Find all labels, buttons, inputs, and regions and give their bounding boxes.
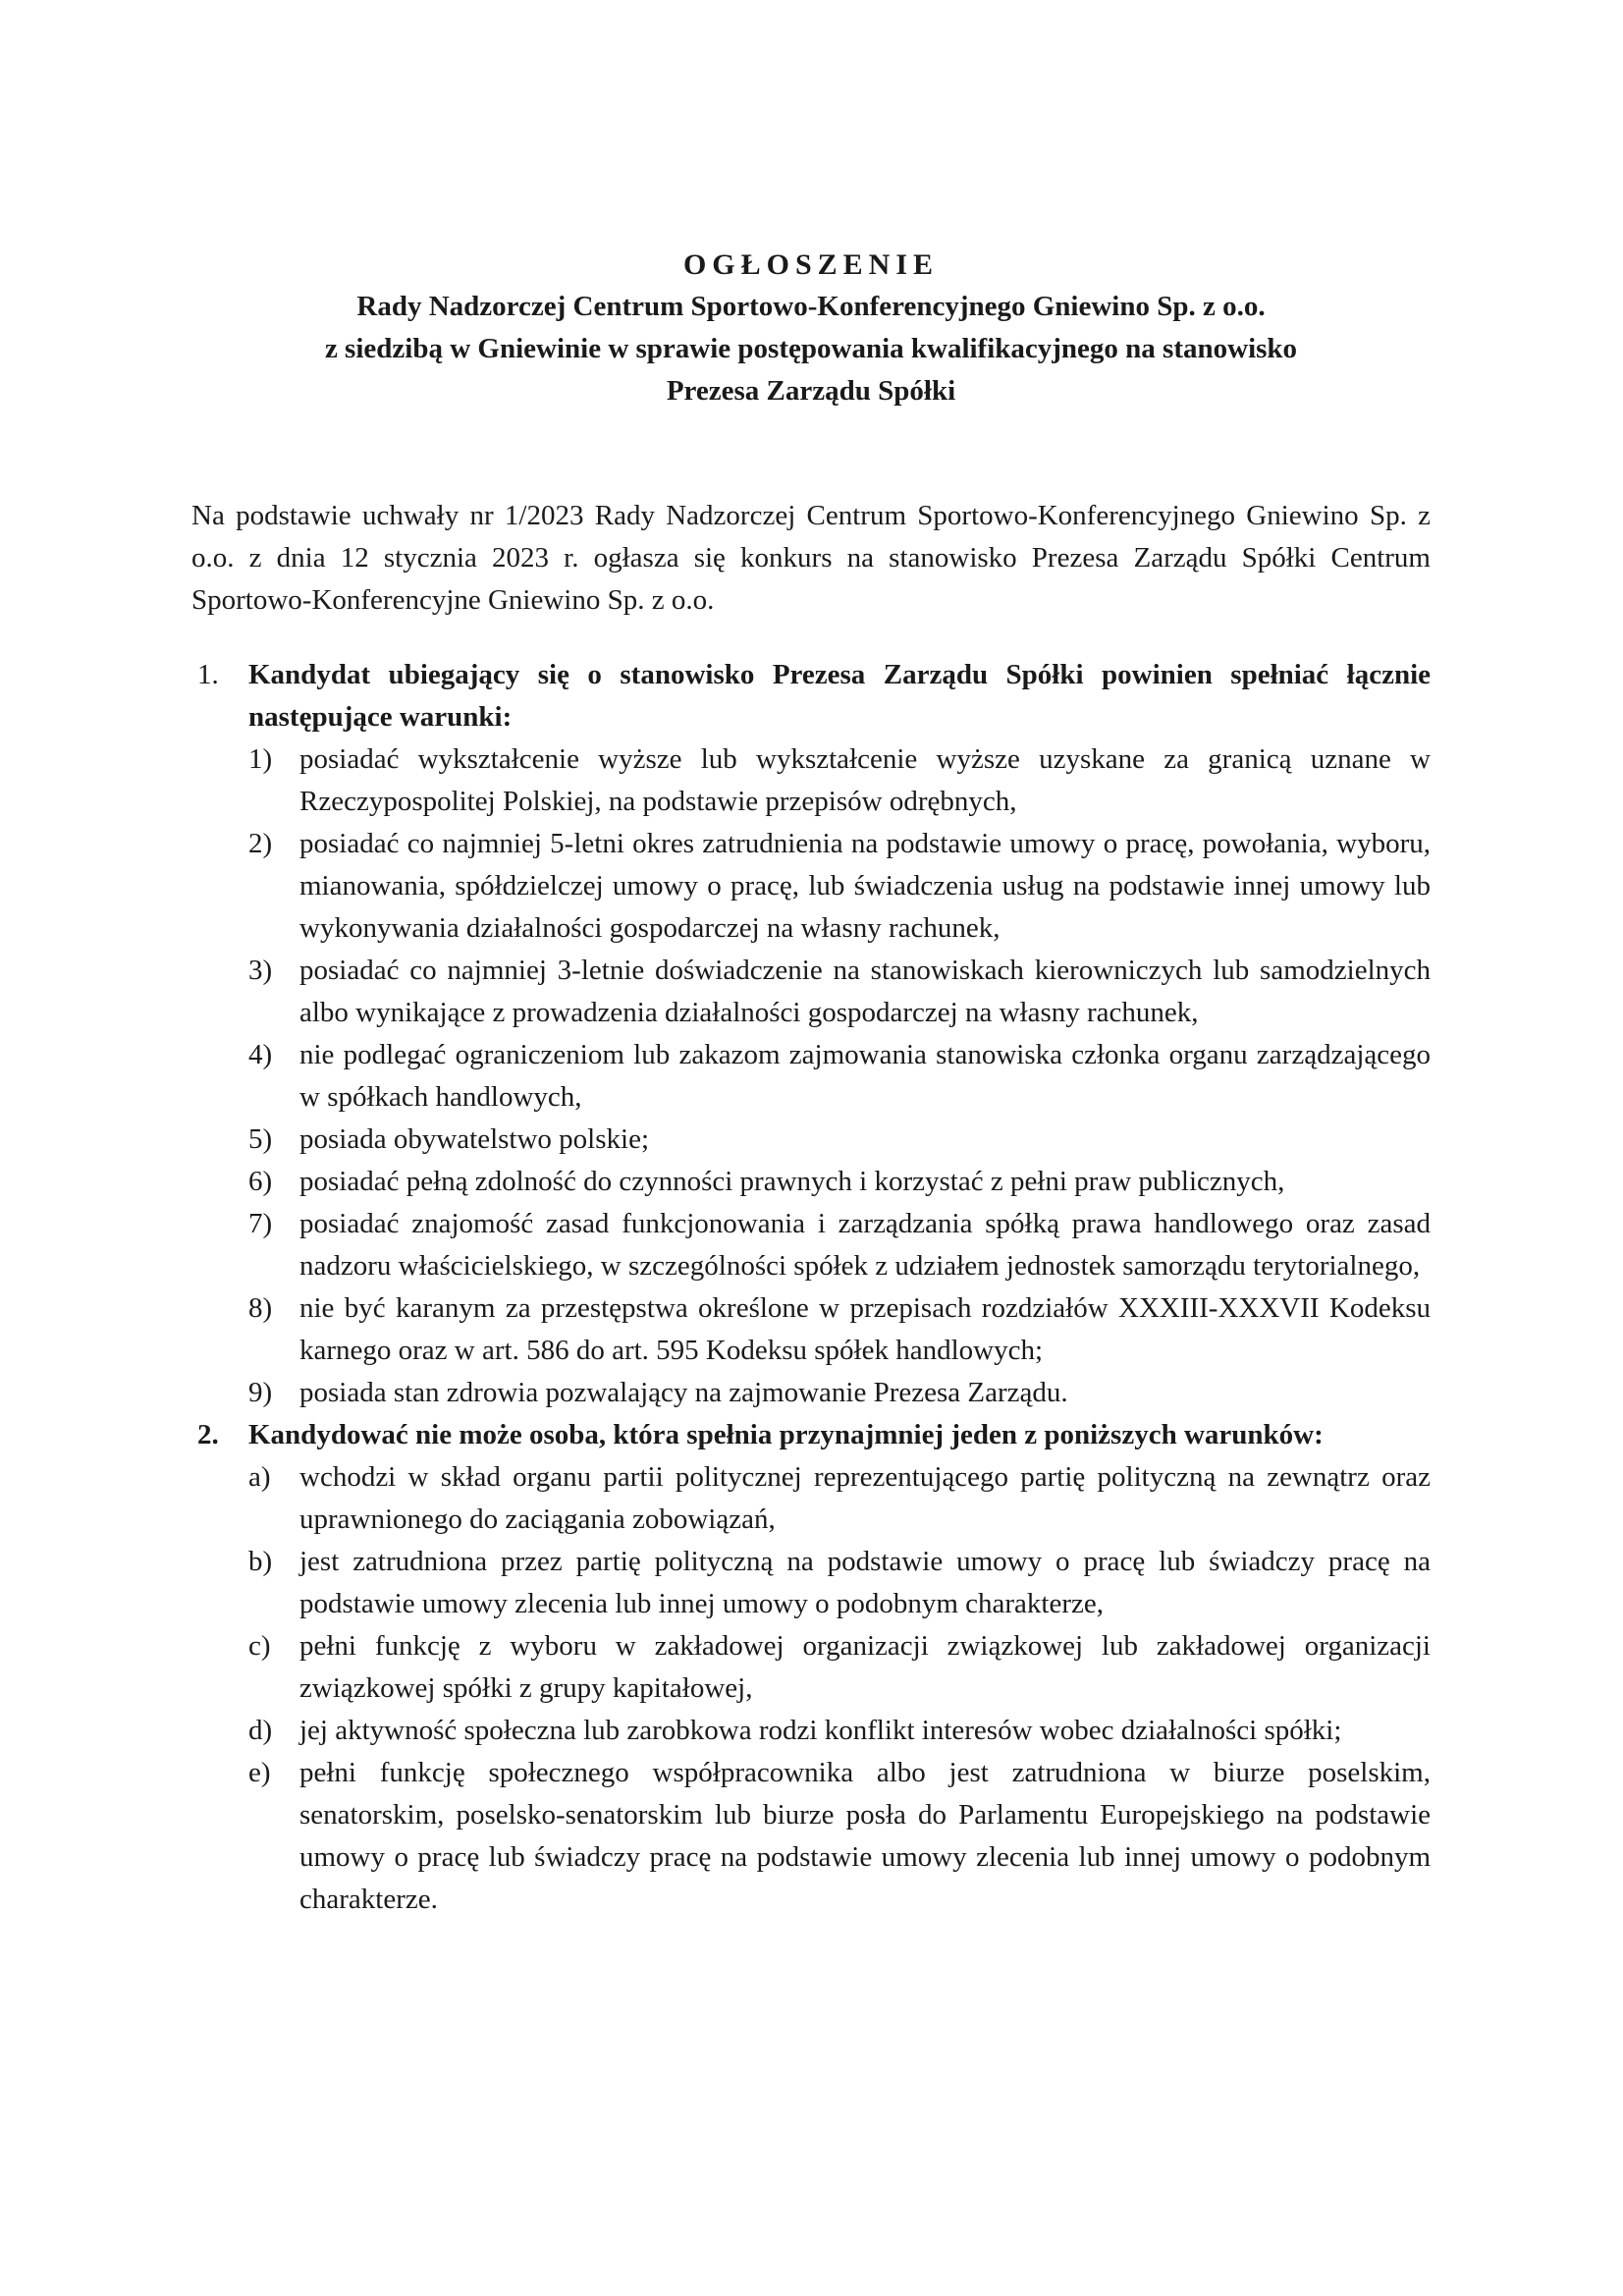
section-2-list: [248, 1456, 1431, 1921]
header-line-2: z siedzibą w Gniewinie w sprawie postępowania kwalifikacyjnego na stanowisko: [324, 333, 1298, 364]
list-item-marker: 1): [248, 743, 273, 775]
list-item-marker: c): [248, 1630, 271, 1662]
list-item-text: wchodzi w skład organu partii politycznej reprezentującego partię polityczną na zewnątrz oraz uprawnionego do zaciągania zobowiązań,: [299, 1461, 1431, 1535]
list-item-marker: d): [248, 1715, 273, 1746]
section-1-body: [248, 654, 1431, 1414]
list-item: [248, 1372, 1431, 1414]
list-item: [248, 1752, 1431, 1921]
list-item-text: posiada obywatelstwo polskie;: [299, 1123, 650, 1155]
list-item-marker: 8): [248, 1292, 273, 1324]
section-2-number: 2.: [197, 1419, 219, 1450]
list-item: [248, 823, 1431, 950]
header-line-1: Rady Nadzorczej Centrum Sportowo-Konferencyjnego Gniewino Sp. z o.o.: [356, 291, 1266, 322]
list-item: [248, 1203, 1431, 1287]
list-item-text: nie być karanym za przestępstwa określone w przepisach rozdziałów XXXIII-XXXVII Kodeksu karnego oraz w art. 586 do art. 595 Kodeksu spółek handlowych;: [299, 1292, 1431, 1366]
list-item: [248, 738, 1431, 823]
list-item: [248, 1710, 1431, 1752]
list-item: [248, 1541, 1431, 1625]
list-item-marker: 3): [248, 955, 273, 986]
list-item: [248, 950, 1431, 1034]
list-item-marker: 7): [248, 1208, 273, 1239]
list-item-marker: 6): [248, 1166, 273, 1197]
document-page: [191, 244, 1431, 1921]
list-item-text: jej aktywność społeczna lub zarobkowa rodzi konflikt interesów wobec działalności spółki;: [299, 1715, 1342, 1746]
list-item: [248, 1625, 1431, 1710]
list-item-text: jest zatrudniona przez partię polityczną na podstawie umowy o pracę lub świadczy pracę na podstawie umowy zlecenia lub innej umowy o podobnym charakterze,: [299, 1546, 1431, 1619]
list-item-text: posiadać co najmniej 5-letni okres zatrudnienia na podstawie umowy o pracę, powołania, wyboru, mianowania, spółdzielczej umowy o pracę, lub świadczenia usług na podstawie innej umowy lub wykonywania działalności gospodarczej na własny rachunek,: [299, 828, 1431, 944]
list-item: [248, 1161, 1431, 1203]
list-item-marker: b): [248, 1546, 273, 1577]
list-item-text: posiadać co najmniej 3-letnie doświadczenie na stanowiskach kierowniczych lub samodzielnych albo wynikające z prowadzenia działalności gospodarczej na własny rachunek,: [299, 955, 1431, 1028]
intro-paragraph: Na podstawie uchwały nr 1/2023 Rady Nadzorczej Centrum Sportowo-Konferencyjnego Gniewino Sp. z o.o. z dnia 12 stycznia 2023 r. ogłasza się konkurs na stanowisko Prezesa Zarządu Spółki Centrum Sportowo-Konferencyjne Gniewino Sp. z o.o.: [191, 500, 1431, 616]
list-item: [248, 1034, 1431, 1119]
section-2-body: [248, 1414, 1431, 1921]
document-header: [191, 244, 1431, 412]
list-item-text: posiadać wykształcenie wyższe lub wykształcenie wyższe uzyskane za granicą uznane w Rzeczypospolitej Polskiej, na podstawie przepisów odrębnych,: [299, 743, 1431, 817]
list-item-marker: 2): [248, 828, 273, 859]
header-line-3: Prezesa Zarządu Spółki: [666, 375, 956, 407]
list-item: [248, 1456, 1431, 1541]
section-2-heading: Kandydować nie może osoba, która spełnia przynajmniej jeden z poniższych warunków:: [248, 1419, 1324, 1450]
list-item-text: posiadać znajomość zasad funkcjonowania i zarządzania spółką prawa handlowego oraz zasad nadzoru właścicielskiego, w szczególności spółek z udziałem jednostek samorządu terytorialnego,: [299, 1208, 1431, 1282]
list-item: [248, 1119, 1431, 1161]
list-item-marker: e): [248, 1757, 271, 1788]
list-item: [248, 1287, 1431, 1372]
list-item-text: pełni funkcję społecznego współpracownika albo jest zatrudniona w biurze poselskim, senatorskim, poselsko-senatorskim lub biurze posła do Parlamentu Europejskiego na podstawie umowy o pracę lub świadczy pracę na podstawie umowy zlecenia lub innej umowy o podobnym charakterze.: [299, 1757, 1431, 1915]
document-title: OGŁOSZENIE: [682, 248, 940, 281]
section-1: [191, 654, 1431, 1414]
list-item-marker: 4): [248, 1039, 273, 1070]
list-item-text: posiadać pełną zdolność do czynności prawnych i korzystać z pełni praw publicznych,: [299, 1166, 1285, 1197]
section-2: [191, 1414, 1431, 1921]
section-1-number: 1.: [197, 659, 219, 690]
list-item-marker: a): [248, 1461, 271, 1493]
list-item-marker: 5): [248, 1123, 273, 1155]
list-item-text: nie podlegać ograniczeniom lub zakazom zajmowania stanowiska członka organu zarządzającego w spółkach handlowych,: [299, 1039, 1431, 1113]
section-1-heading: Kandydat ubiegający się o stanowisko Prezesa Zarządu Spółki powinien spełniać łącznie następujące warunki:: [248, 659, 1431, 733]
section-1-list: [248, 738, 1431, 1414]
list-item-text: pełni funkcję z wyboru w zakładowej organizacji związkowej lub zakładowej organizacji związkowej spółki z grupy kapitałowej,: [299, 1630, 1431, 1704]
list-item-text: posiada stan zdrowia pozwalający na zajmowanie Prezesa Zarządu.: [299, 1377, 1068, 1408]
list-item-marker: 9): [248, 1377, 273, 1408]
